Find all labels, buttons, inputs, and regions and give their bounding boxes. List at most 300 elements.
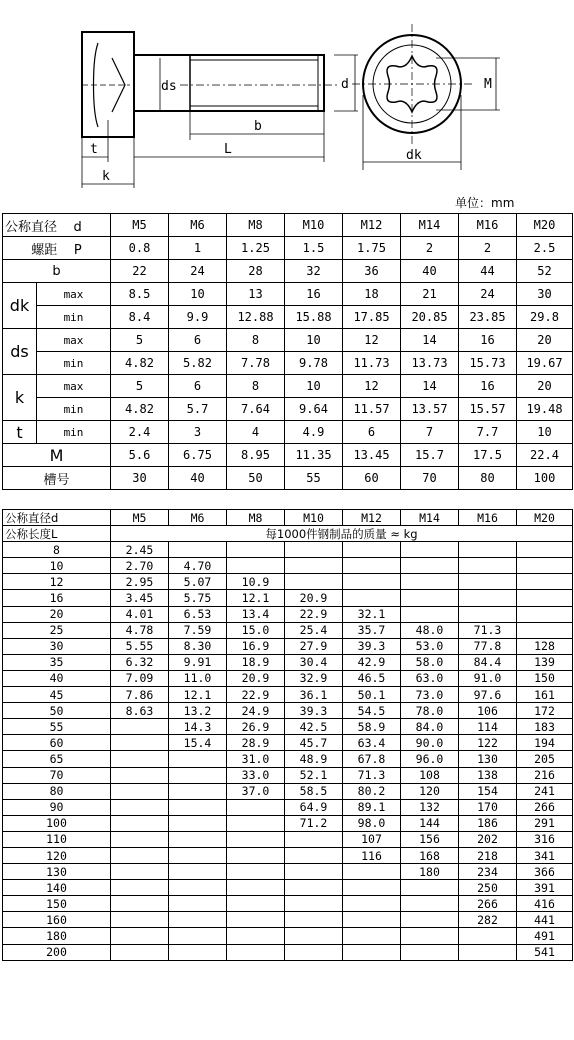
mass-cell: 183 [517, 719, 573, 735]
d-label: d [341, 77, 349, 92]
mass-cell: 96.0 [401, 751, 459, 767]
mass-cell: 13.4 [227, 606, 285, 622]
mass-cell [343, 944, 401, 960]
length-cell: 160 [3, 912, 111, 928]
dk-min-row [3, 306, 573, 329]
cell: 8.4 [111, 306, 169, 329]
k-label-cell: k [3, 375, 37, 421]
mass-cell: 116 [343, 847, 401, 863]
cell: 15.57 [459, 398, 517, 421]
cell: 5.6 [111, 444, 169, 467]
mass-cell: 12.1 [227, 590, 285, 606]
cell: 16 [285, 283, 343, 306]
mass-cell: 2.95 [111, 574, 169, 590]
mass-cell: 30.4 [285, 654, 343, 670]
cell: 4.9 [285, 421, 343, 444]
mass-cell: 39.3 [285, 703, 343, 719]
table-row [3, 847, 573, 863]
mass-cell: 20.9 [285, 590, 343, 606]
mass-cell [169, 799, 227, 815]
cell: 52 [517, 260, 573, 283]
cell: 13 [227, 283, 285, 306]
mass-cell [517, 590, 573, 606]
mass-cell: 64.9 [285, 799, 343, 815]
mass-cell: 63.0 [401, 670, 459, 686]
mass-cell: 58.9 [343, 719, 401, 735]
cell: 22 [111, 260, 169, 283]
mass-cell [459, 590, 517, 606]
length-cell: 60 [3, 735, 111, 751]
mass-cell: 63.4 [343, 735, 401, 751]
cell: 12 [343, 375, 401, 398]
mass-cell: 241 [517, 783, 573, 799]
cell: 4 [227, 421, 285, 444]
nominal-diameter-label: 公称直径d [3, 510, 111, 526]
mass-cell [459, 558, 517, 574]
cell: 50 [227, 467, 285, 490]
mass-cell: 156 [401, 831, 459, 847]
mass-cell: 71.3 [343, 767, 401, 783]
cell: 36 [343, 260, 401, 283]
mass-cell: 122 [459, 735, 517, 751]
mass-cell: 216 [517, 767, 573, 783]
mass-cell [517, 558, 573, 574]
min-label: min [37, 398, 111, 421]
mass-cell: 22.9 [227, 687, 285, 703]
length-cell: 120 [3, 847, 111, 863]
length-cell: 65 [3, 751, 111, 767]
mass-cell [227, 558, 285, 574]
mass-cell: 366 [517, 864, 573, 880]
cell: 18 [343, 283, 401, 306]
mass-cell [169, 751, 227, 767]
dk-max-row [3, 283, 573, 306]
mass-cell: 42.9 [343, 654, 401, 670]
length-cell: 40 [3, 670, 111, 686]
mass-cell [285, 896, 343, 912]
mass-cell: 139 [517, 654, 573, 670]
mass-cell [285, 558, 343, 574]
mass-cell: 9.91 [169, 654, 227, 670]
mass-cell: 5.07 [169, 574, 227, 590]
mass-cell [111, 928, 169, 944]
mass-cell [285, 847, 343, 863]
size-header: M6 [169, 510, 227, 526]
max-label: max [37, 375, 111, 398]
mass-header-row [3, 510, 573, 526]
pitch-label: 螺距 P [3, 237, 111, 260]
cell: 12 [343, 329, 401, 352]
length-cell: 100 [3, 815, 111, 831]
table-row [3, 590, 573, 606]
mass-cell: 15.0 [227, 622, 285, 638]
mass-cell: 491 [517, 928, 573, 944]
dk-label-cell: dk [3, 283, 37, 329]
cell: 9.9 [169, 306, 227, 329]
length-cell: 55 [3, 719, 111, 735]
length-cell: 25 [3, 622, 111, 638]
length-cell: 10 [3, 558, 111, 574]
mass-cell: 144 [401, 815, 459, 831]
mass-cell [343, 928, 401, 944]
dimensions-table [2, 213, 573, 490]
mass-cell [111, 767, 169, 783]
mass-cell: 91.0 [459, 670, 517, 686]
mass-cell: 7.59 [169, 622, 227, 638]
t-label: t [90, 142, 98, 157]
mass-cell [343, 558, 401, 574]
mass-cell [227, 847, 285, 863]
mass-cell [459, 928, 517, 944]
cell: 1.5 [285, 237, 343, 260]
cell: 11.35 [285, 444, 343, 467]
cell: 6.75 [169, 444, 227, 467]
mass-cell [401, 558, 459, 574]
nominal-diameter-label: 公称直径 d [3, 214, 111, 237]
mass-cell: 10.9 [227, 574, 285, 590]
length-cell: 70 [3, 767, 111, 783]
mass-cell: 416 [517, 896, 573, 912]
cell: 10 [517, 421, 573, 444]
mass-cell: 12.1 [169, 687, 227, 703]
mass-cell [401, 928, 459, 944]
mass-cell [517, 606, 573, 622]
ds-max-row [3, 329, 573, 352]
cell: 44 [459, 260, 517, 283]
cell: 6 [169, 375, 227, 398]
cell: 16 [459, 329, 517, 352]
screw-drawing [0, 0, 574, 195]
size-header: M8 [227, 510, 285, 526]
mass-cell: 205 [517, 751, 573, 767]
cell: 5 [111, 329, 169, 352]
cell: 5.82 [169, 352, 227, 375]
mass-cell: 291 [517, 815, 573, 831]
mass-cell: 4.01 [111, 606, 169, 622]
cell: 13.45 [343, 444, 401, 467]
cell: 8.5 [111, 283, 169, 306]
mass-cell: 250 [459, 880, 517, 896]
mass-cell: 168 [401, 847, 459, 863]
mass-cell: 78.0 [401, 703, 459, 719]
cell: 6 [343, 421, 401, 444]
cell: 30 [517, 283, 573, 306]
mass-cell: 28.9 [227, 735, 285, 751]
table-row [3, 864, 573, 880]
mass-cell [111, 896, 169, 912]
length-cell: 16 [3, 590, 111, 606]
mass-cell [111, 783, 169, 799]
length-cell: 20 [3, 606, 111, 622]
mass-cell: 46.5 [343, 670, 401, 686]
mass-cell: 108 [401, 767, 459, 783]
mass-cell: 6.53 [169, 606, 227, 622]
max-label: max [37, 329, 111, 352]
table-row [3, 558, 573, 574]
mass-cell [459, 606, 517, 622]
mass-cell: 154 [459, 783, 517, 799]
mass-cell [169, 767, 227, 783]
cell: 5 [111, 375, 169, 398]
size-header: M8 [227, 214, 285, 237]
mass-cell: 97.6 [459, 687, 517, 703]
mass-cell: 266 [517, 799, 573, 815]
min-label: min [37, 352, 111, 375]
mass-cell [401, 944, 459, 960]
cell: 12.88 [227, 306, 285, 329]
nominal-length-label: 公称长度L [3, 526, 111, 542]
slot-label-cell: 槽号 [3, 467, 111, 490]
cell: 20.85 [401, 306, 459, 329]
mass-cell: 67.8 [343, 751, 401, 767]
length-cell: 90 [3, 799, 111, 815]
cell: 9.78 [285, 352, 343, 375]
mass-cell: 194 [517, 735, 573, 751]
mass-cell: 5.55 [111, 638, 169, 654]
b-label-cell: b [3, 260, 111, 283]
table-row [3, 831, 573, 847]
cell: 13.57 [401, 398, 459, 421]
cell: 4.82 [111, 352, 169, 375]
mass-cell [111, 735, 169, 751]
mass-cell [401, 912, 459, 928]
mass-cell: 90.0 [401, 735, 459, 751]
k-min-row [3, 398, 573, 421]
size-header: M5 [111, 510, 169, 526]
mass-cell [285, 831, 343, 847]
mass-cell: 32.1 [343, 606, 401, 622]
table-row [3, 638, 573, 654]
cell: 1.75 [343, 237, 401, 260]
mass-cell: 150 [517, 670, 573, 686]
mass-cell [169, 944, 227, 960]
size-header: M20 [517, 214, 573, 237]
t-row [3, 421, 573, 444]
mass-cell [111, 864, 169, 880]
length-cell: 180 [3, 928, 111, 944]
mass-cell [111, 751, 169, 767]
mass-cell: 16.9 [227, 638, 285, 654]
mass-cell [227, 831, 285, 847]
table-row [3, 687, 573, 703]
mass-cell: 33.0 [227, 767, 285, 783]
ds-label: ds [161, 79, 177, 94]
cell: 1.25 [227, 237, 285, 260]
table-row [3, 783, 573, 799]
mass-cell: 13.2 [169, 703, 227, 719]
length-cell: 80 [3, 783, 111, 799]
mass-cell: 5.75 [169, 590, 227, 606]
mass-cell: 58.0 [401, 654, 459, 670]
mass-cell: 2.70 [111, 558, 169, 574]
cell: 7.64 [227, 398, 285, 421]
cell: 24 [169, 260, 227, 283]
mass-cell: 202 [459, 831, 517, 847]
cell: 100 [517, 467, 573, 490]
mass-cell: 138 [459, 767, 517, 783]
table-row [3, 944, 573, 960]
mass-cell: 7.86 [111, 687, 169, 703]
table-row [3, 767, 573, 783]
t-label-cell: t [3, 421, 37, 444]
mass-cell: 180 [401, 864, 459, 880]
cell: 60 [343, 467, 401, 490]
mass-cell [111, 799, 169, 815]
mass-cell: 50.1 [343, 687, 401, 703]
L-label: L [224, 142, 232, 157]
mass-cell [343, 896, 401, 912]
mass-cell: 6.32 [111, 654, 169, 670]
mass-cell: 89.1 [343, 799, 401, 815]
mass-cell [169, 831, 227, 847]
cell: 5.7 [169, 398, 227, 421]
mass-cell: 7.09 [111, 670, 169, 686]
cell: 14 [401, 375, 459, 398]
cell: 15.7 [401, 444, 459, 467]
cell: 11.73 [343, 352, 401, 375]
size-header: M20 [517, 510, 573, 526]
length-cell: 200 [3, 944, 111, 960]
mass-cell [401, 590, 459, 606]
mass-cell: 266 [459, 896, 517, 912]
cell: 17.5 [459, 444, 517, 467]
cell: 32 [285, 260, 343, 283]
slot-row [3, 467, 573, 490]
mass-cell: 218 [459, 847, 517, 863]
mass-cell: 4.70 [169, 558, 227, 574]
mass-cell [169, 864, 227, 880]
mass-cell [343, 574, 401, 590]
mass-cell [227, 896, 285, 912]
mass-cell: 31.0 [227, 751, 285, 767]
table-row [3, 606, 573, 622]
mass-cell: 128 [517, 638, 573, 654]
mass-cell [169, 880, 227, 896]
cell: 23.85 [459, 306, 517, 329]
mass-cell [169, 847, 227, 863]
length-cell: 50 [3, 703, 111, 719]
mass-cell [169, 896, 227, 912]
mass-cell: 341 [517, 847, 573, 863]
cell: 2 [401, 237, 459, 260]
cell: 22.4 [517, 444, 573, 467]
cell: 17.85 [343, 306, 401, 329]
cell: 40 [401, 260, 459, 283]
cell: 10 [285, 375, 343, 398]
cell: 8 [227, 375, 285, 398]
cell: 2.4 [111, 421, 169, 444]
table-row [3, 622, 573, 638]
mass-cell [401, 574, 459, 590]
size-header: M16 [459, 214, 517, 237]
mass-cell: 282 [459, 912, 517, 928]
length-cell: 35 [3, 654, 111, 670]
mass-cell [227, 815, 285, 831]
unit-label: 单位：mm [455, 196, 515, 210]
cell: 30 [111, 467, 169, 490]
mass-cell [169, 542, 227, 558]
mass-cell: 14.3 [169, 719, 227, 735]
ds-min-row [3, 352, 573, 375]
mass-cell [343, 542, 401, 558]
mass-cell: 15.4 [169, 735, 227, 751]
mass-cell: 25.4 [285, 622, 343, 638]
cell: 14 [401, 329, 459, 352]
mass-cell: 84.0 [401, 719, 459, 735]
mass-cell: 114 [459, 719, 517, 735]
cell: 11.57 [343, 398, 401, 421]
M-label: M [484, 77, 492, 92]
mass-cell: 32.9 [285, 670, 343, 686]
mass-cell: 39.3 [343, 638, 401, 654]
mass-cell: 54.5 [343, 703, 401, 719]
cell: 20 [517, 375, 573, 398]
table-row [3, 670, 573, 686]
size-header: M14 [401, 214, 459, 237]
mass-cell: 77.8 [459, 638, 517, 654]
mass-cell: 8.30 [169, 638, 227, 654]
mass-cell: 18.9 [227, 654, 285, 670]
max-label: max [37, 283, 111, 306]
mass-cell [401, 542, 459, 558]
cell: 8 [227, 329, 285, 352]
mass-cell [459, 944, 517, 960]
mass-cell: 161 [517, 687, 573, 703]
mass-cell: 26.9 [227, 719, 285, 735]
mass-cell [285, 944, 343, 960]
M-label-cell: M [3, 444, 111, 467]
mass-cell: 24.9 [227, 703, 285, 719]
size-header: M10 [285, 510, 343, 526]
cell: 10 [169, 283, 227, 306]
mass-cell [169, 928, 227, 944]
cell: 6 [169, 329, 227, 352]
length-cell: 110 [3, 831, 111, 847]
cell: 7.7 [459, 421, 517, 444]
mass-cell: 107 [343, 831, 401, 847]
cell: 21 [401, 283, 459, 306]
mass-cell [169, 815, 227, 831]
table-row [3, 880, 573, 896]
mass-cell [169, 783, 227, 799]
mass-cell [111, 831, 169, 847]
cell: 4.82 [111, 398, 169, 421]
cell: 29.8 [517, 306, 573, 329]
mass-table [2, 509, 573, 961]
cell: 2 [459, 237, 517, 260]
mass-cell: 42.5 [285, 719, 343, 735]
mass-caption: 每1000件钢制品的质量 ≈ kg [111, 526, 573, 542]
mass-cell: 73.0 [401, 687, 459, 703]
mass-cell: 71.2 [285, 815, 343, 831]
mass-cell: 8.63 [111, 703, 169, 719]
cell: 70 [401, 467, 459, 490]
mass-cell: 120 [401, 783, 459, 799]
mass-cell: 45.7 [285, 735, 343, 751]
table-row [3, 654, 573, 670]
cell: 19.67 [517, 352, 573, 375]
mass-cell: 4.78 [111, 622, 169, 638]
mass-cell [285, 912, 343, 928]
M-row [3, 444, 573, 467]
mass-cell [111, 880, 169, 896]
table-row [3, 751, 573, 767]
table-row [3, 574, 573, 590]
mass-cell [227, 912, 285, 928]
mass-cell [285, 880, 343, 896]
b-label: b [254, 119, 262, 134]
mass-cell [227, 944, 285, 960]
